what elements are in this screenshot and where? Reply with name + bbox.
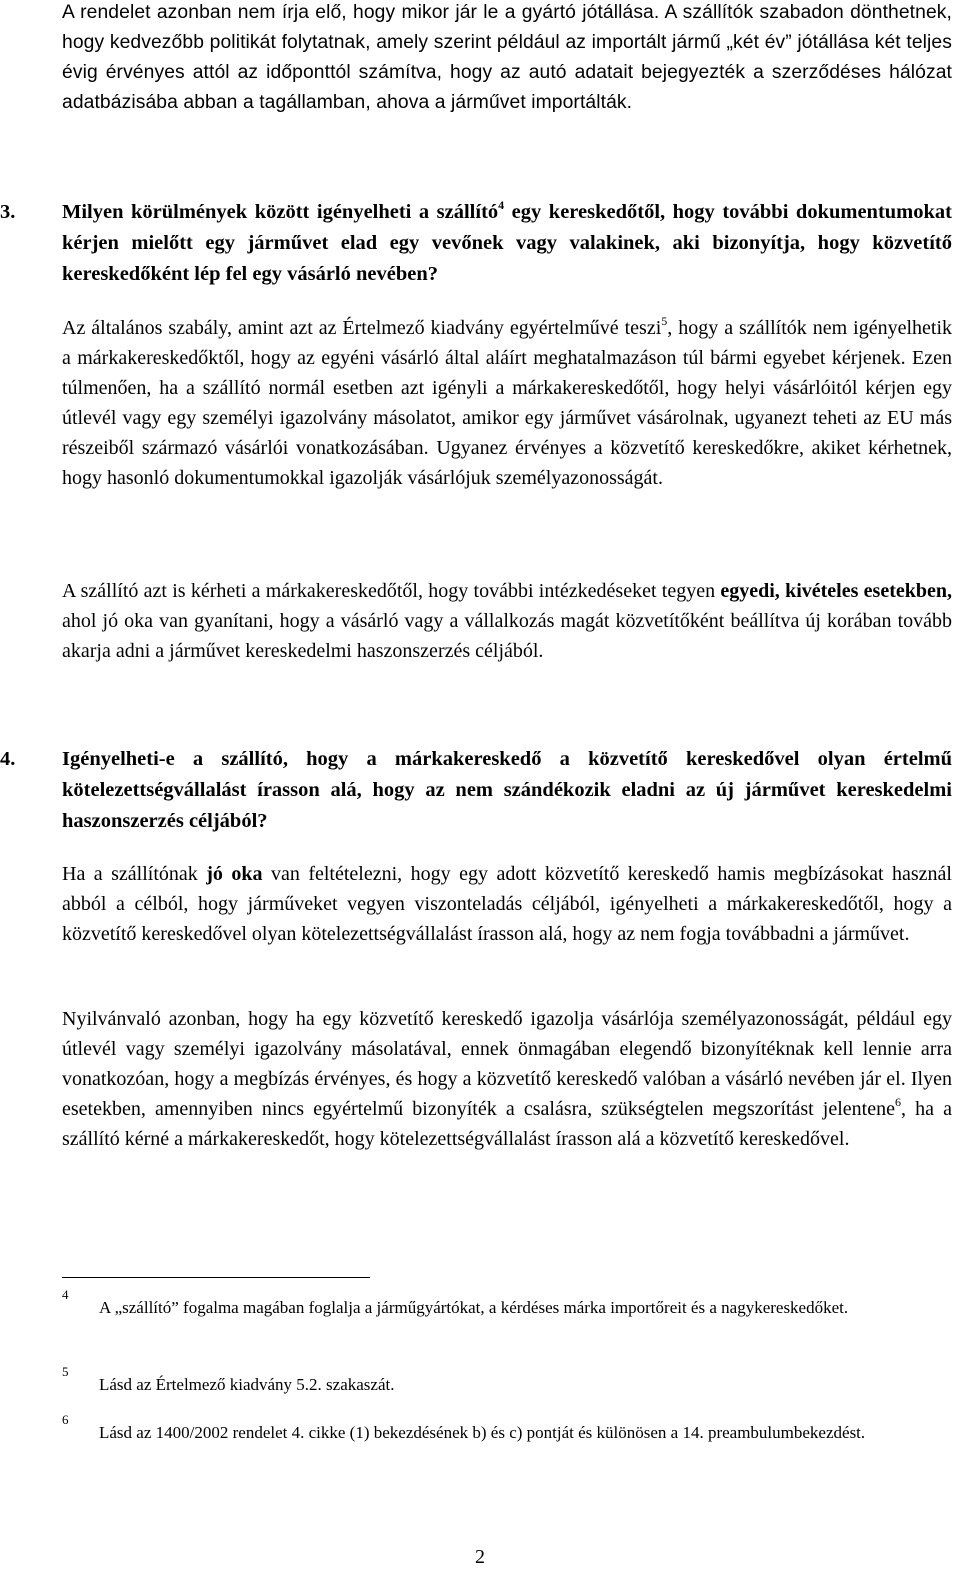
question-4-heading: 4. Igényelheti-e a szállító, hogy a márkakereskedő a közvetítő kereskedővel olyan értelmű kötelezettségvállalást írasson alá, hogy az nem szándékozik eladni az új járművet kereskedelmi haszonszerzés céljából? — [62, 744, 952, 837]
footnote-ref-5: 5 — [661, 314, 668, 328]
footnote-separator — [62, 1277, 370, 1278]
page-number: 2 — [475, 1546, 485, 1568]
answer-4-paragraph-1: Ha a szállítónak jó oka van feltételezni, hogy egy adott közvetítő kereskedő hamis megbízásokat használ abból a célból, hogy járműveket vegyen viszonteladás céljából, igényelheti a márkakereskedőtől, hogy a közvetítő kereskedővel olyan kötelezettségvállalást írasson alá, hogy az nem fogja továbbadni a járművet. — [62, 863, 952, 945]
question-3-text-b: egy kereskedőtől, hogy további dokumentumokat kérjen mielőtt egy járművet elad egy vevőnek vagy valakinek, aki bizonyítja, hogy közvetítő kereskedőként lép fel egy vásárló nevében? — [62, 201, 952, 285]
answer-3-paragraph-1: Az általános szabály, amint azt az Értelmező kiadvány egyértelművé teszi$^5$, hogy a szállítók nem igényelhetik a márkakereskedőktől, hogy az egyéni vásárló által aláírt meghatalmazáson túl bármi egyebet kérjenek. Ezen túlmenően, ha a szállító normál esetben azt igényli a márkakereskedőtől, hogy helyi vásárlóitól kérjen egy útlevél vagy egy személyi igazolvány másolatot, amikor egy járművet vásárolnak, ugyanezt teheti az EU más részeiből származó vásárlói vonatkozásában. Ugyanez érvényes a közvetítő kereskedőkre, akiket kérhetnek, hogy hasonló dokumentumokkal igazolják vásárlójuk személyazonosságát. — [62, 314, 952, 489]
answer-3-paragraph-2: A szállító azt is kérheti a márkakereskedőtől, hogy további intézkedéseket tegyen egyedi, kivételes esetekben, ahol jó oka van gyanítani, hogy a vásárló vagy a vállalkozás magát közvetítőként beállítva új korában tovább akarja adni a járművet kereskedelmi haszonszerzés céljából. — [62, 580, 952, 662]
question-3-number: 3. — [0, 201, 16, 223]
footnote-ref-4: 4 — [498, 198, 505, 212]
question-3-heading — [0, 197, 952, 290]
question-4-number: 4. — [0, 748, 16, 770]
footnote-ref-6: 6 — [894, 1095, 901, 1109]
answer-4-paragraph-2: Nyilvánvaló azonban, hogy ha egy közvetítő kereskedő igazolja vásárlója személyazonosságát, például egy útlevél vagy személyi igazolvány másolatával, ennek önmagában elegendő bizonyítéknak kell lennie arra vonatkozóan, hogy a megbízás érvényes, és hogy a közvetítő kereskedő valóban a vásárló nevében jár el. Ilyen esetekben, amennyiben nincs egyértelmű bizonyíték a csalásra, szükségtelen megszorítást jelentene$^6$, ha a szállító kérné a márkakereskedőt, hogy kötelezettségvállalást írasson alá a közvetítő kereskedővel. — [62, 1008, 952, 1150]
question-3-text-a: Milyen körülmények között igényelheti a szállító — [62, 201, 499, 223]
intro-paragraph: A rendelet azonban nem írja elő, hogy mikor jár le a gyártó jótállása. A szállítók szabadon dönthetnek, hogy kedvezőbb politikát folytatnak, amely szerint például az importált jármű „két év” jótállása két teljes évig érvényes attól az időponttól számítva, hogy az autó adatait bejegyezték a szerződéses hálózat adatbázisába abban a tagállamban, ahova a járművet importálták. — [62, 2, 952, 113]
